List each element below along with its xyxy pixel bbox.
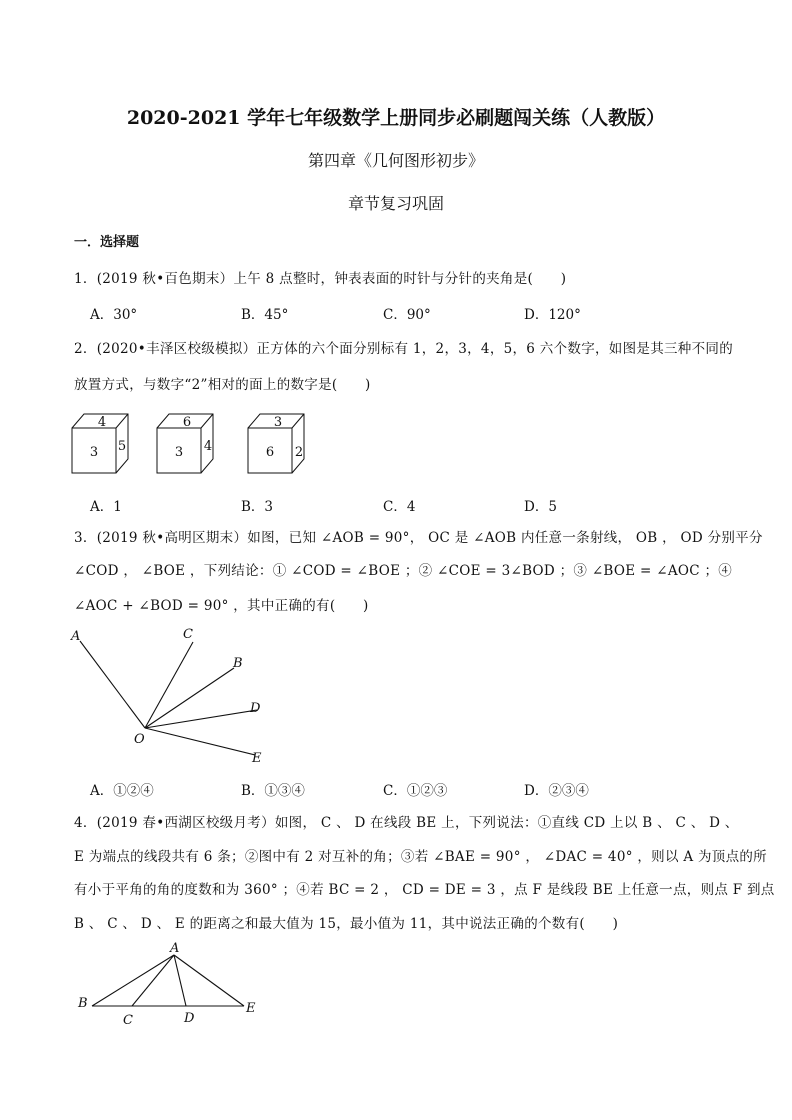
q2-option-a: A．1 [90, 499, 122, 515]
q3-option-b: B．①③④ [241, 783, 305, 799]
question-2-line-1: 2．(2020•丰泽区校级模拟）正方体的六个面分别标有 1，2，3，4，5，6 六个数字，如图是其三种不同的 [74, 341, 733, 357]
question-4-line-3: 有小于平角的角的度数和为 360° ；④若 BC = 2 ， CD = DE = 3 ，点 F 是线段 BE 上任意一点，则点 F 到点 [74, 882, 775, 898]
label-a: A [71, 629, 81, 644]
q1-option-a: A．30° [90, 307, 138, 323]
angle-rays-figure [62, 622, 277, 772]
cubes-figure [60, 405, 340, 480]
cube-2-front-number: 3 [174, 445, 184, 460]
question-2-line-2: 放置方式，与数字“2”相对的面上的数字是( ) [74, 377, 371, 393]
label-c: C [123, 1013, 133, 1028]
question-3-line-3: ∠AOC + ∠BOD = 90° ，其中正确的有( ) [74, 598, 369, 614]
section-subtitle: 章节复习巩固 [347, 194, 444, 213]
label-o: O [134, 732, 145, 747]
label-a: A [170, 941, 180, 956]
label-b: B [78, 996, 88, 1011]
section-heading: 一．选择题 [74, 235, 140, 250]
cube-3-side-number: 2 [294, 445, 304, 460]
cube-1-side-number: 5 [117, 439, 127, 454]
question-4-line-1: 4．(2019 春•西湖区校级月考）如图， C 、 D 在线段 BE 上，下列说法：①直线 CD 上以 B 、 C 、 D 、 [74, 815, 739, 831]
question-1-text: 1．(2019 秋•百色期末）上午 8 点整时，钟表表面的时针与分针的夹角是( ) [74, 271, 567, 287]
question-3-line-1: 3．(2019 秋•高明区期末）如图，已知 ∠AOB = 90°， OC 是 ∠AOB 内任意一条射线， OB ， OD 分别平分 [74, 530, 763, 546]
q3-option-c: C．①②③ [383, 783, 448, 799]
question-4-line-4: B 、 C 、 D 、 E 的距离之和最大值为 15，最小值为 11，其中说法正确的个数有( ) [74, 916, 619, 932]
q2-option-c: C．4 [383, 499, 416, 515]
chapter-title: 第四章《几何图形初步》 [307, 151, 484, 170]
document-title: 2020-2021 学年七年级数学上册同步必刷题闯关练（人教版） [126, 107, 666, 129]
label-b: B [233, 656, 243, 671]
label-d: D [184, 1011, 195, 1026]
q3-option-a: A．①②④ [90, 783, 154, 799]
label-e: E [246, 1001, 256, 1016]
label-c: C [183, 627, 193, 642]
q3-option-d: D．②③④ [524, 783, 589, 799]
cube-1-top-number: 4 [97, 415, 107, 430]
question-4-line-2: E 为端点的线段共有 6 条；②图中有 2 对互补的角；③若 ∠BAE = 90° ， ∠DAC = 40° ，则以 A 为顶点的所 [74, 849, 767, 865]
label-d: D [250, 701, 261, 716]
cube-3-top-number: 3 [273, 415, 283, 430]
cube-2-top-number: 6 [182, 415, 192, 430]
q2-option-b: B．3 [241, 499, 274, 515]
q1-option-b: B．45° [241, 307, 289, 323]
q1-option-c: C．90° [383, 307, 431, 323]
triangle-segment-figure [68, 938, 268, 1028]
q1-option-d: D．120° [524, 307, 581, 323]
q2-option-d: D．5 [524, 499, 557, 515]
question-3-line-2: ∠COD ， ∠BOE ，下列结论：① ∠COD = ∠BOE ；② ∠COE = 3∠BOD ；③ ∠BOE = ∠AOC ；④ [74, 563, 733, 579]
cube-2-side-number: 4 [203, 439, 213, 454]
cube-1-front-number: 3 [89, 445, 99, 460]
cube-3-front-number: 6 [265, 445, 275, 460]
label-e: E [252, 751, 262, 766]
